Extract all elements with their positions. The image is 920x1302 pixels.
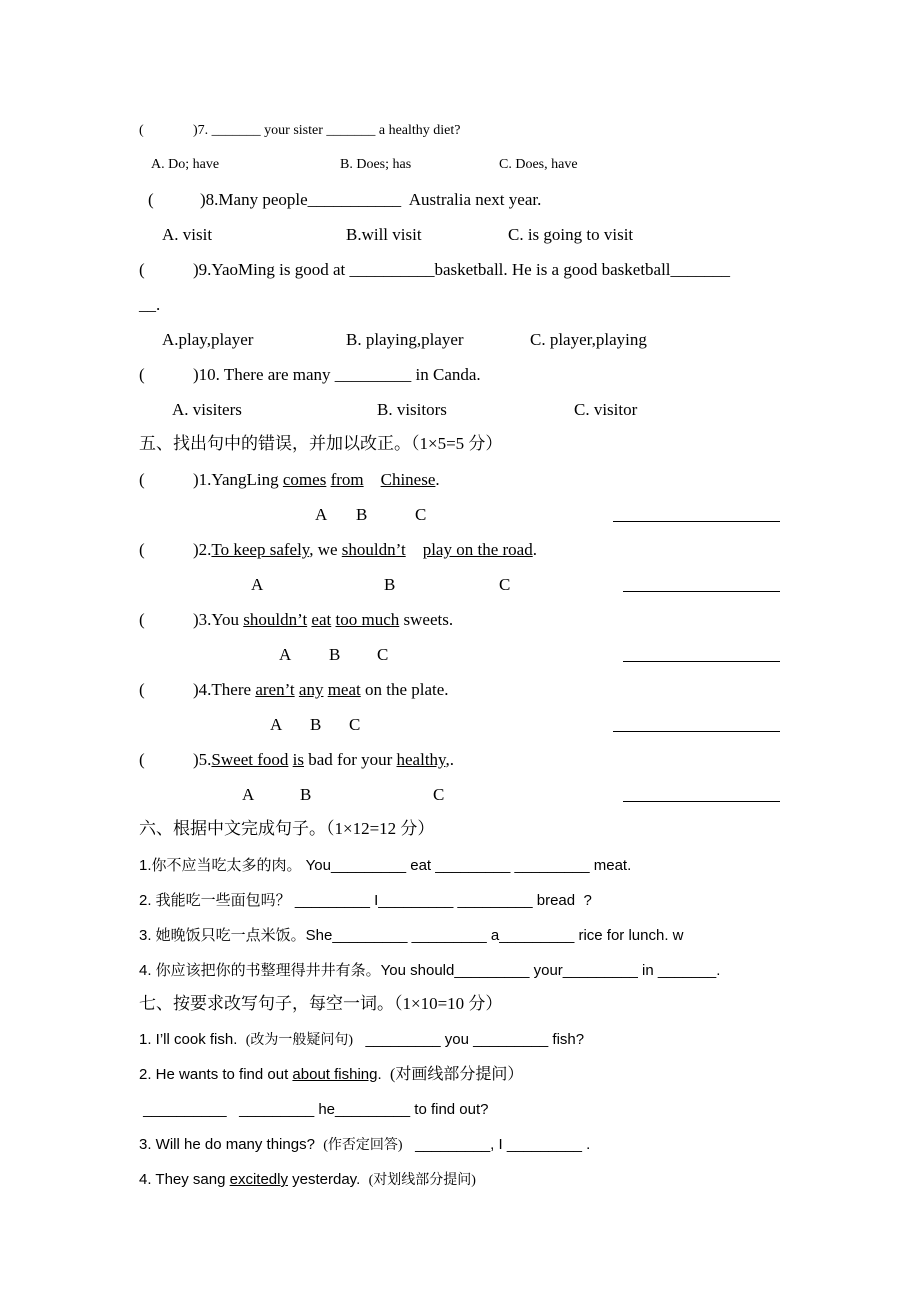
q8-option-c: C. is going to visit <box>508 225 634 244</box>
sec7-s1-text: 1. I’ll cook fish. <box>139 1031 246 1048</box>
sec7-s4-prefix: 4. They sang <box>139 1171 230 1188</box>
err5-underline-a: Sweet food <box>211 750 289 769</box>
err5-paren: ( <box>139 750 145 769</box>
sec7-s3-instruction: (作否定回答) <box>323 1138 403 1153</box>
q8-option-a: A. visit <box>162 225 213 244</box>
sec6-sentence-2: 2. 我能吃一些面包吗？ _________ I_________ _________ bread ? <box>139 892 592 909</box>
err5-prefix: )5. <box>193 750 212 769</box>
q7-option-b: B. Does; has <box>340 157 412 172</box>
sec7-sentence-2 <box>139 1065 523 1085</box>
err5-label-a: A <box>242 785 255 804</box>
err2-middle: , we <box>309 540 342 559</box>
err4-label-a: A <box>270 715 283 734</box>
sec6-sentence-1: 1.你不应当吃太多的肉。 You_________ eat _________ _________ meat. <box>139 857 632 874</box>
err5-underline-c: healthy <box>396 750 446 769</box>
sec7-s2-instruction: (对画线部分提问） <box>390 1066 524 1083</box>
sec7-s2-underlined: about fishing <box>292 1066 378 1083</box>
sec7-s1-blanks: _________ you _________ fish? <box>353 1031 585 1048</box>
sec7-s4-underlined: excitedly <box>229 1171 288 1188</box>
err5-end: ,. <box>445 750 454 769</box>
err1-end: . <box>435 470 440 489</box>
err3-label-c: C <box>377 645 389 664</box>
q10-stem: )10. There are many _________ in Canda. <box>193 365 481 384</box>
q9-option-a: A.play,player <box>162 330 254 349</box>
err2-underline-b: shouldn’t <box>341 540 406 559</box>
sec7-sentence-1 <box>139 1030 584 1051</box>
err3-label-a: A <box>279 645 292 664</box>
err2-end: . <box>532 540 537 559</box>
err1-underline-c: Chinese <box>380 470 436 489</box>
err2-answer-line[interactable] <box>623 591 780 592</box>
err1-underline-b: from <box>330 470 364 489</box>
q9-option-b: B. playing,player <box>346 330 464 349</box>
err2-underline-a: To keep safely <box>211 540 310 559</box>
q10-option-a: A. visiters <box>172 400 242 419</box>
q7-option-a: A. Do; have <box>151 157 220 172</box>
q8-option-b: B.will visit <box>346 225 422 244</box>
err2-label-a: A <box>251 575 264 594</box>
section-5-title: 五、找出句中的错误，并加以改正。（1×5=5 分） <box>139 434 503 453</box>
err5-middle: bad for your <box>303 750 397 769</box>
err3-answer-line[interactable] <box>623 661 780 662</box>
err3-end: sweets. <box>399 610 454 629</box>
err3-label-b: B <box>329 645 341 664</box>
q10-paren: ( <box>139 365 145 384</box>
sec7-s2-end: . <box>377 1066 391 1083</box>
q7-paren: ( <box>139 123 144 138</box>
sec7-s3-blanks: _________, I _________ . <box>402 1136 591 1153</box>
sec7-s3-text: 3. Will he do many things? <box>139 1136 324 1153</box>
q8-stem: )8.Many people___________ Australia next year. <box>200 190 542 209</box>
err5-label-b: B <box>300 785 312 804</box>
q9-stem: )9.YaoMing is good at __________basketball. He is a good basketball_______ <box>193 260 731 279</box>
err2-underline-c: play on the road <box>422 540 533 559</box>
sec6-sentence-3: 3. 她晚饭只吃一点米饭。She_________ _________ a_________ rice for lunch. w <box>139 927 684 944</box>
err3-underline-a: shouldn’t <box>243 610 308 629</box>
err5-sentence <box>193 750 454 770</box>
err2-label-c: C <box>499 575 511 594</box>
sec7-sentence-2-blanks: __________ _________ he_________ to find out? <box>139 1101 489 1118</box>
err1-label-c: C <box>415 505 427 524</box>
err2-prefix: )2. <box>193 540 212 559</box>
sec7-sentence-4 <box>139 1170 476 1191</box>
sec7-sentence-3 <box>139 1135 590 1156</box>
q10-option-b: B. visitors <box>377 400 447 419</box>
err4-answer-line[interactable] <box>613 731 780 732</box>
q9-stem-continued: __. <box>139 295 161 314</box>
q7-stem: )7. _______ your sister _______ a healthy diet? <box>193 123 461 138</box>
err1-prefix: )1.YangLing <box>193 470 283 489</box>
section-7-title: 七、按要求改写句子，每空一词。（1×10=10 分） <box>139 994 503 1013</box>
err3-paren: ( <box>139 610 145 629</box>
err5-label-c: C <box>433 785 445 804</box>
err2-paren: ( <box>139 540 145 559</box>
err1-underline-a: comes <box>282 470 327 489</box>
err4-label-b: B <box>310 715 322 734</box>
err3-underline-b: eat <box>311 610 332 629</box>
err3-underline-c: too much <box>335 610 400 629</box>
sec7-s2-prefix: 2. He wants to find out <box>139 1066 293 1083</box>
q8-paren: ( <box>148 190 154 209</box>
err1-label-b: B <box>356 505 368 524</box>
err2-label-b: B <box>384 575 396 594</box>
err4-label-c: C <box>349 715 361 734</box>
section-6-title: 六、根据中文完成句子。（1×12=12 分） <box>139 819 435 838</box>
err3-prefix: )3.You <box>193 610 244 629</box>
err1-answer-line[interactable] <box>613 521 780 522</box>
q9-option-c: C. player,playing <box>530 330 647 349</box>
err5-underline-b: is <box>292 750 304 769</box>
err2-sentence <box>193 540 537 560</box>
sec7-s4-instruction: (对划线部分提问) <box>368 1173 476 1188</box>
q10-option-c: C. visitor <box>574 400 638 419</box>
err4-end: on the plate. <box>360 680 449 699</box>
err4-prefix: )4.There <box>193 680 256 699</box>
err4-underline-a: aren’t <box>255 680 295 699</box>
err5-answer-line[interactable] <box>623 801 780 802</box>
q9-paren: ( <box>139 260 145 279</box>
err4-paren: ( <box>139 680 145 699</box>
err1-label-a: A <box>315 505 328 524</box>
err1-sentence <box>193 470 440 490</box>
q7-option-c: C. Does, have <box>499 157 578 172</box>
sec7-s1-instruction: (改为一般疑问句) <box>245 1033 354 1048</box>
err4-sentence <box>193 680 449 700</box>
sec6-sentence-4: 4. 你应该把你的书整理得井井有条。You should_________ your_________ in _______. <box>139 962 721 979</box>
err4-underline-c: meat <box>327 680 361 699</box>
err1-paren: ( <box>139 470 145 489</box>
sec7-s4-end: yesterday. <box>287 1171 369 1188</box>
err3-sentence <box>193 610 453 630</box>
err4-underline-b: any <box>298 680 324 699</box>
